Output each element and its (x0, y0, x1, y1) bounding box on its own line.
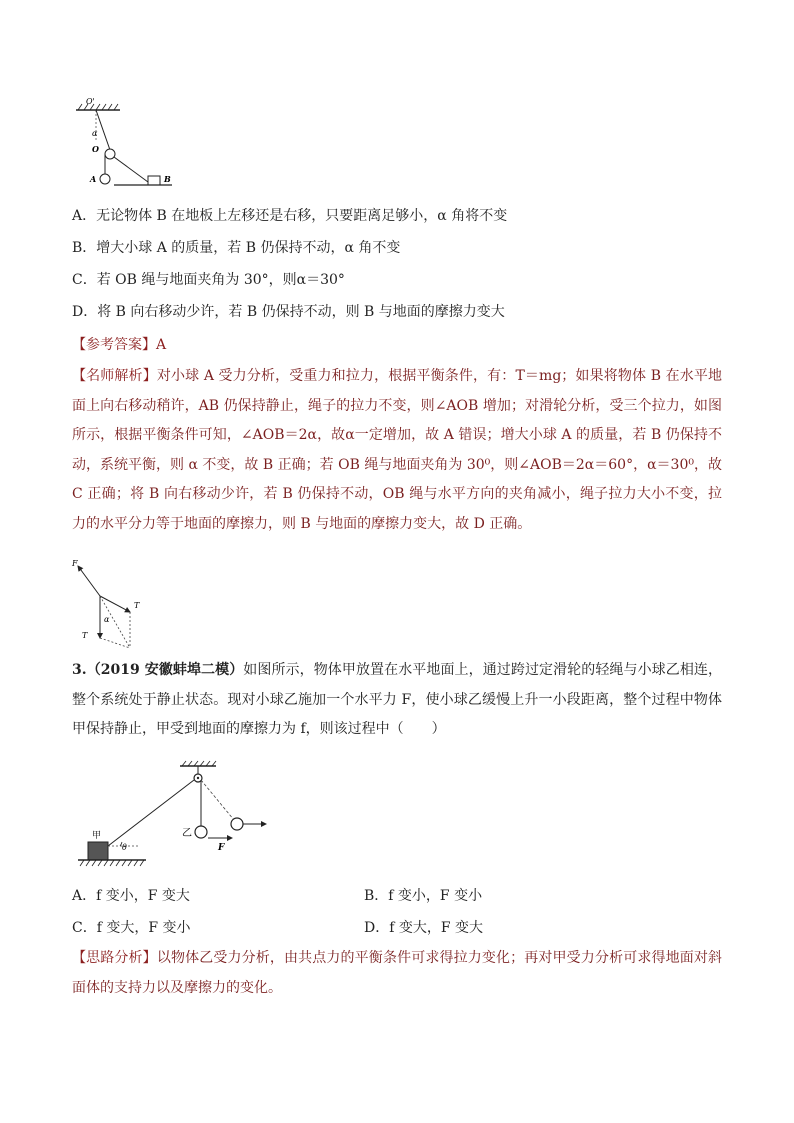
q2-option-b: B．增大小球 A 的质量，若 B 仍保持不动，α 角不变 (72, 240, 401, 256)
label-t-down: T (82, 631, 88, 640)
label-f: F (72, 559, 78, 568)
q3-number: 3. (72, 662, 87, 678)
label-a: A (90, 174, 97, 184)
label-o-prime: O' (86, 97, 95, 106)
label-t-right: T (134, 601, 140, 610)
q3-analysis-text: 以物体乙受力分析，由共点力的平衡条件可求得拉力变化；再对甲受力分析可求得地面对斜面体的支持力以及摩擦力的变化。 (72, 950, 723, 996)
q2-answer (72, 335, 166, 355)
answer-value: A (156, 337, 167, 353)
label-theta: θ (122, 843, 127, 852)
q2-option-a: A．无论物体 B 在地板上左移还是右移，只要距离足够小，α 角将不变 (72, 208, 508, 224)
analysis-tag: 【名师解析】 (72, 368, 157, 384)
q2-option-c: C．若 OB 绳与地面夹角为 30°，则α＝30° (72, 272, 345, 288)
figure-force-diagram (68, 558, 158, 654)
q2-analysis (72, 362, 722, 539)
label-o: O (92, 144, 99, 154)
answer-tag: 【参考答案】 (72, 337, 156, 353)
q3-option-a: A．f 变小，F 变大 (72, 888, 190, 904)
label-force-f: F (218, 843, 225, 853)
figure-pulley-setup (72, 96, 182, 192)
analysis-text: 对小球 A 受力分析，受重力和拉力，根据平衡条件，有：T＝mg；如果将物体 B 在水平地面上向右移动稍许，AB 仍保持静止，绳子的拉力不变，则∠AOB 增加；对滑轮分析，受三个拉力，如图所示，根据平衡条件可知，∠AOB＝2α，故α一定增加，故 A 错误；增大小球 A 的质量，若 B 仍保持不动，系统平衡，则 α 不变，故 B 正确；若 OB 绳与地面夹角为 30⁰，则∠AOB＝2α＝60°，α＝30⁰，故 C 正确；将 B 向右移动少许，若 B 仍保持不动，OB 绳与水平方向的夹角减小，绳子拉力大小不变，拉力的水平分力等于地面的摩擦力，则 B 与地面的摩擦力变大，故 D 正确。 (72, 368, 723, 532)
label-jia: 甲 (92, 831, 102, 841)
label-alpha-2: α (104, 615, 110, 624)
label-b: B (164, 174, 171, 184)
question-3 (72, 656, 722, 745)
q3-option-c: C．f 变大，F 变小 (72, 920, 191, 936)
label-yi: 乙 (182, 828, 192, 839)
q3-source: （2019 安徽蚌埠二模） (86, 662, 244, 678)
q3-analysis-tag: 【思路分析】 (72, 950, 157, 966)
q3-option-d: D．f 变大，F 变大 (364, 920, 484, 936)
figure-block-ball (76, 760, 272, 872)
q3-stem: 如图所示，物体甲放置在水平地面上，通过跨过定滑轮的轻绳与小球乙相连，整个系统处于静止状态。现对小球乙施加一个水平力 F，使小球乙缓慢上升一小段距离，整个过程中物体甲保持静止，甲受到地面的摩擦力为 f，则该过程中（ ） (72, 662, 723, 737)
q3-analysis (72, 944, 722, 1003)
label-alpha: α (92, 129, 98, 138)
q3-option-b: B．f 变小，F 变小 (364, 888, 483, 904)
q2-option-d: D．将 B 向右移动少许，若 B 仍保持不动，则 B 与地面的摩擦力变大 (72, 304, 505, 320)
